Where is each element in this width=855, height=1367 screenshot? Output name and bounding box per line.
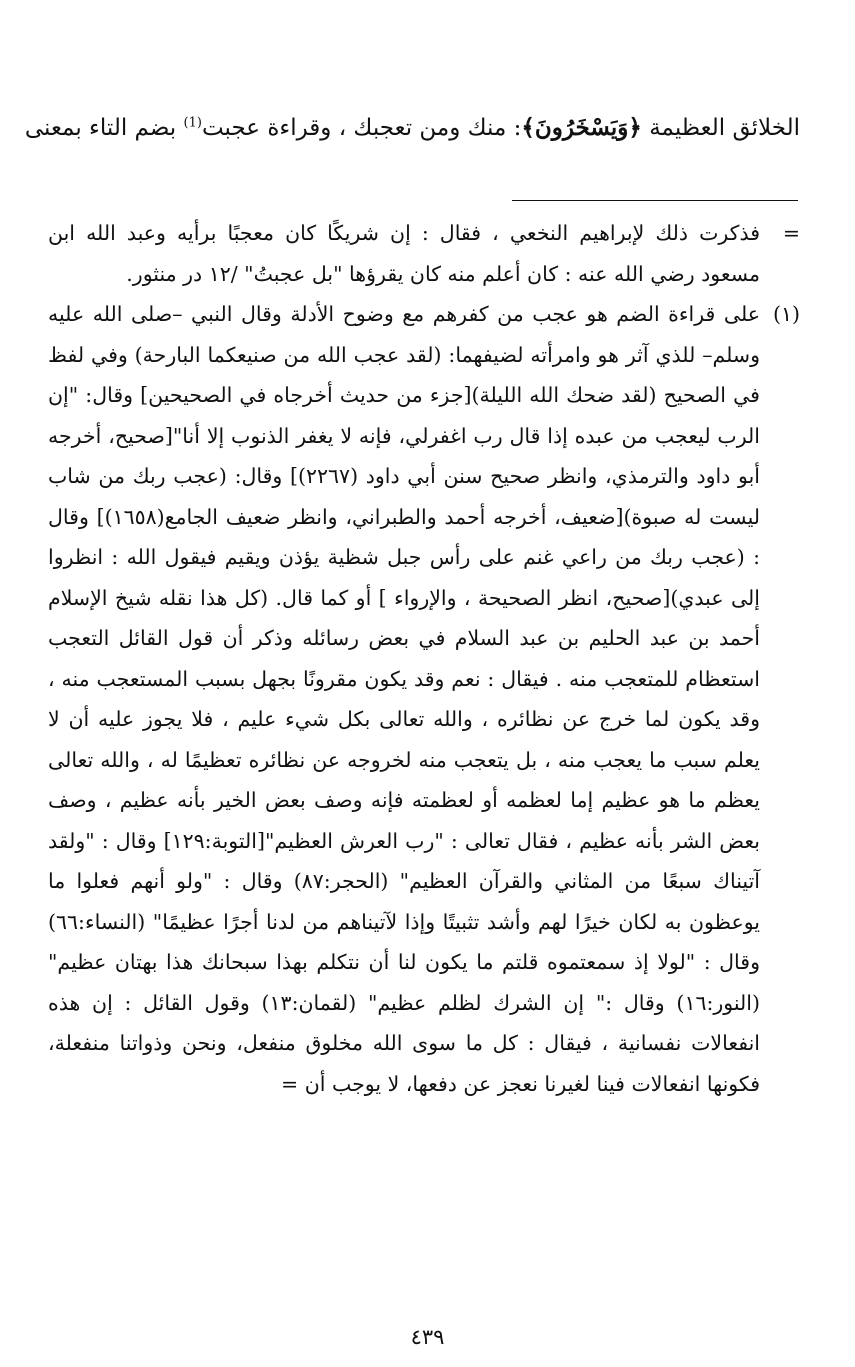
quran-word: ﴿وَيَسْخَرُونَ﴾ [521,114,642,141]
footnote-separator-rule [512,200,798,201]
main-text-before-bracket: الخلائق العظيمة [641,115,800,141]
footnote-1 [48,294,800,1104]
footnote-marker: (١) [772,302,800,326]
footnote-continuation [48,213,800,294]
main-text-line [24,106,800,150]
footnote-marker: = [782,221,800,245]
page-number: ٤٣٩ [410,1325,445,1349]
footnote-text: فذكرت ذلك لإبراهيم النخعي ، فقال : إن شريكًا كان معجبًا برأيه وعبد الله ابن مسعود رضي الله عنه : كان أعلم منه كان يقرؤها "بل عجبتُ" /١٢ در منثور. [48,221,760,286]
main-text-rest: بضم التاء بمعنى [24,115,184,141]
footnote-reference: (1) [183,115,202,131]
footnote-text: على قراءة الضم هو عجب من كفرهم مع وضوح الأدلة وقال النبي –صلى الله عليه وسلم– للذي آثر هو وامرأته لضيفهما: (لقد عجب الله من صنيعكما البارحة) وفي لفظ في الصحيح (لقد ضحك الله الليلة)[جزء من حديث أخرجاه في الصحيحين] وقال: "إن الرب ليعجب من عبده إذا قال رب اغفرلي، فإنه لا يغفر الذنوب إلا أنا"[صحيح، أخرجه أبو داود والترمذي، وانظر صحيح سنن أبي داود (٢٢٦٧)] وقال: (عجب ربك من شاب ليست له صبوة)[ضعيف، أخرجه أحمد والطبراني، وانظر ضعيف الجامع(١٦٥٨)] وقال : (عجب ربك من راعي غنم على رأس جبل شظية يؤذن ويقيم فيقول الله : انظروا إلى عبدي)[صحيح، انظر الصحيحة ، والإرواء ] أو كما قال. (كل هذا نقله شيخ الإسلام أحمد بن عبد الحليم بن عبد السلام في بعض رسائله وذكر أن قول القائل التعجب استعظام للمتعجب منه . فيقال : نعم وقد يكون مقرونًا بجهل بسبب المستعجب منه ، وقد يكون لما خرج عن نظائره ، والله تعالى بكل شيء عليم ، فلا يجوز عليه أن لا يعلم سبب ما يعجب منه ، بل يتعجب منه لخروجه عن نظائره تعظيمًا له ، والله تعالى يعظم ما هو عظيم إما لعظمه أو لعظمته فإنه وصف بعض الخير بأنه عظيم ، وصف بعض الشر بأنه عظيم ، فقال تعالى : "رب العرش العظيم"[التوبة:١٢٩] وقال : "ولقد آتيناك سبعًا من المثاني والقرآن العظيم" (الحجر:٨٧) وقال : "ولو أنهم فعلوا ما يوعظون به لكان خيرًا لهم وأشد تثبيتًا وإذا لآتيناهم من لدنا أجرًا عظيمًا" (النساء:٦٦) وقال : "لولا إذ سمعتموه قلتم ما يكون لنا أن نتكلم بهذا سبحانك هذا بهتان عظيم" (النور:١٦) وقال :" إن الشرك لظلم عظيم" (لقمان:١٣) وقول القائل : إن هذه انفعالات نفسانية ، فيقال : كل ما سوى الله مخلوق منفعل، ونحن وذواتنا منفعلة، فكونها انفعالات فينا لغيرنا نعجز عن دفعها، لا يوجب أن = [48,302,761,1096]
main-text-after-bracket: : منك ومن تعجبك ، وقراءة عجبت [201,115,522,141]
footnotes-section [48,213,800,1104]
